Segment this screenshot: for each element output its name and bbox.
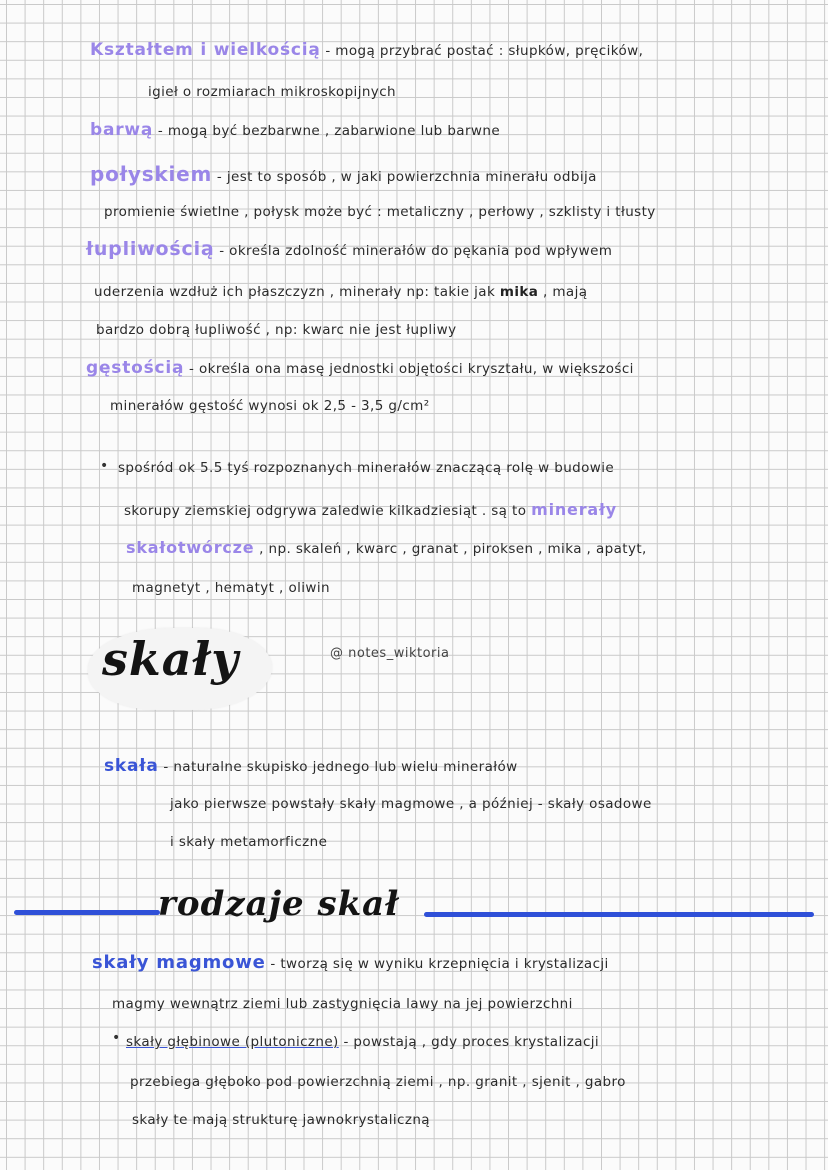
author-handle: @ notes_wiktoria <box>330 646 450 661</box>
color-term: barwą <box>90 120 154 140</box>
density-text: - określa ona masę jednostki objętości kryształu, w większości <box>189 361 634 377</box>
bullet1-rockforming: skałotwórcze <box>126 538 255 557</box>
rock-def-line-3: i skały metamorficzne <box>170 834 328 850</box>
shape-text: - mogą przybrać postać : słupków, pręcików, <box>325 43 644 59</box>
bullet1-minerals: minerały <box>531 500 617 519</box>
bullet1-text-3b: , np. skaleń , kwarc , granat , piroksen , mika , apatyt, <box>259 541 647 557</box>
cleavage-line-2 <box>94 284 587 300</box>
shape-line <box>90 40 643 60</box>
rock-term: skała <box>104 756 159 776</box>
section-title: rodzaje skał <box>158 884 400 924</box>
bullet1-line-4: magnetyt , hematyt , oliwin <box>132 580 330 596</box>
cleavage-text: - określa zdolność minerałów do pękania pod wpływem <box>219 243 613 259</box>
plutonic-term: skały głębinowe (plutoniczne) <box>126 1034 339 1050</box>
color-line <box>90 120 500 140</box>
density-line <box>86 358 634 378</box>
shape-term: Kształtem i wielkością <box>90 40 321 60</box>
rock-def-line <box>104 756 518 776</box>
luster-text: - jest to sposób , w jaki powierzchnia minerału odbija <box>216 169 597 185</box>
plutonic-text: - powstają , gdy proces krystalizacji <box>343 1034 600 1050</box>
igneous-term: skały magmowe <box>92 952 266 973</box>
luster-line <box>90 162 597 186</box>
shape-line-2: igieł o rozmiarach mikroskopijnych <box>148 84 396 100</box>
luster-term: połyskiem <box>90 162 213 186</box>
igneous-line-2: magmy wewnątrz ziemi lub zastygnięcia lawy na jej powierzchni <box>112 996 573 1012</box>
bullet1-line-1: spośród ok 5.5 tyś rozpoznanych minerałów znaczącą rolę w budowie <box>118 460 615 476</box>
bullet1-line-2 <box>124 500 617 519</box>
plutonic-line <box>126 1034 599 1050</box>
bullet1-text-2a: skorupy ziemskiej odgrywa zaledwie kilkadziesiąt . są to <box>124 503 527 519</box>
cleavage-mika: mika <box>499 284 539 300</box>
plutonic-line-3: skały te mają strukturę jawnokrystaliczną <box>132 1112 430 1128</box>
rock-def-line-2: jako pierwsze powstały skały magmowe , a później - skały osadowe <box>170 796 652 812</box>
section-rule-right <box>424 912 814 917</box>
cleavage-line <box>86 238 612 260</box>
igneous-text: - tworzą się w wyniku krzepnięcia i krystalizacji <box>270 956 609 972</box>
color-text: - mogą być bezbarwne , zabarwione lub barwne <box>157 123 501 139</box>
cleavage-text-2a: uderzenia wzdłuż ich płaszczyzn , minerały np: takie jak <box>94 284 496 300</box>
density-line-2: minerałów gęstość wynosi ok 2,5 - 3,5 g/cm² <box>110 398 430 414</box>
rock-def-text: - naturalne skupisko jednego lub wielu minerałów <box>163 759 518 775</box>
igneous-line <box>92 952 609 973</box>
page-title: skały <box>102 632 240 686</box>
cleavage-text-2c: , mają <box>542 284 588 300</box>
bullet-dot: • <box>100 458 109 474</box>
cleavage-line-3: bardzo dobrą łupliwość , np: kwarc nie jest łupliwy <box>96 322 457 338</box>
plutonic-line-2: przebiega głęboko pod powierzchnią ziemi , np. granit , sjenit , gabro <box>130 1074 626 1090</box>
density-term: gęstością <box>86 358 185 378</box>
igneous-bullet-dot: • <box>112 1030 121 1046</box>
cleavage-term: łupliwością <box>86 238 215 260</box>
bullet1-line-3 <box>126 538 647 557</box>
luster-line-2: promienie świetlne , połysk może być : metaliczny , perłowy , szklisty i tłusty <box>104 204 656 220</box>
section-rule-left <box>14 910 160 915</box>
